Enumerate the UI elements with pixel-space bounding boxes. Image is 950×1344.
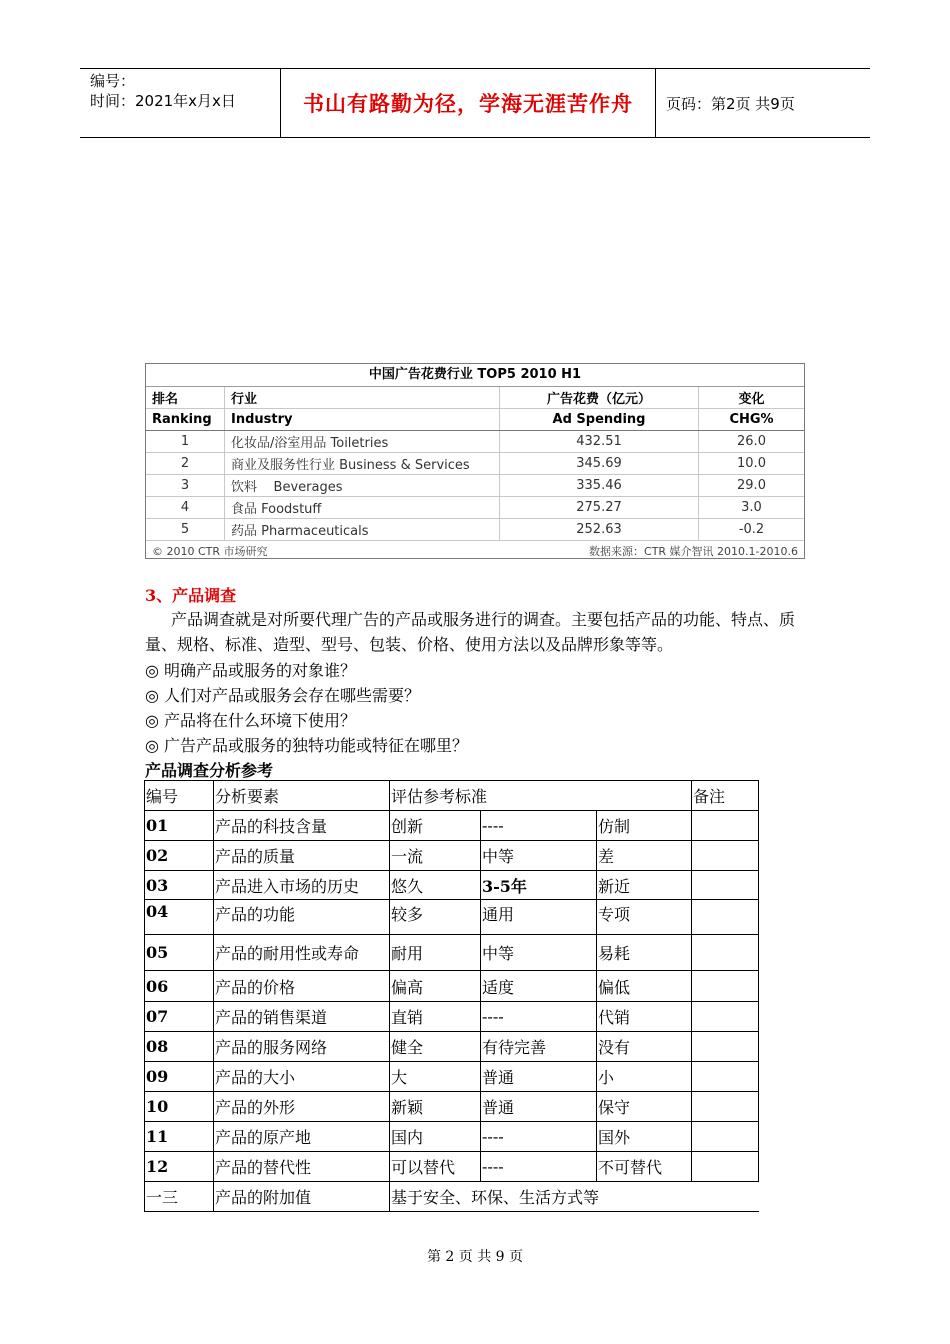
ad-row bbox=[146, 431, 804, 453]
row-low: 小 bbox=[597, 1062, 692, 1092]
row-note bbox=[692, 1062, 759, 1092]
ad-row bbox=[146, 519, 804, 541]
row-factor: 产品的耐用性或寿命 bbox=[214, 935, 390, 971]
row-factor: 产品的替代性 bbox=[214, 1152, 390, 1182]
row-number: 01 bbox=[145, 811, 214, 841]
row-factor: 产品的科技含量 bbox=[214, 811, 390, 841]
row-factor: 产品进入市场的历史 bbox=[214, 871, 390, 900]
row-high: 新颖 bbox=[390, 1092, 481, 1122]
analysis-table bbox=[144, 780, 759, 1212]
row-high: 偏高 bbox=[390, 971, 481, 1002]
ad-cell: 商业及服务性行业 Business & Services bbox=[225, 453, 500, 475]
ad-cell: 26.0 bbox=[699, 431, 805, 453]
row-mid: 适度 bbox=[481, 971, 597, 1002]
row-high: 大 bbox=[390, 1062, 481, 1092]
table-row bbox=[145, 971, 759, 1002]
table-row bbox=[145, 811, 759, 841]
row-number: 08 bbox=[145, 1032, 214, 1062]
table-row bbox=[145, 1182, 759, 1212]
ad-cell: 3.0 bbox=[699, 497, 805, 519]
ad-table-title: 中国广告花费行业 TOP5 2010 H1 bbox=[146, 364, 804, 387]
row-factor: 产品的质量 bbox=[214, 841, 390, 871]
table-row bbox=[145, 1032, 759, 1062]
ad-head-en: CHG% bbox=[699, 409, 805, 431]
row-number: 04 bbox=[145, 900, 214, 935]
row-high: 一流 bbox=[390, 841, 481, 871]
row-note bbox=[692, 1152, 759, 1182]
ad-head-cn: 排名 bbox=[146, 387, 225, 409]
row-factor: 产品的服务网络 bbox=[214, 1032, 390, 1062]
row-note bbox=[692, 1032, 759, 1062]
row-number: 02 bbox=[145, 841, 214, 871]
ad-cell: 4 bbox=[146, 497, 225, 519]
row-mid: ---- bbox=[481, 811, 597, 841]
row-number: 10 bbox=[145, 1092, 214, 1122]
question-item: ◎ 广告产品或服务的独特功能或特征在哪里？ bbox=[145, 736, 469, 755]
ad-head-cn: 行业 bbox=[225, 387, 500, 409]
row-mid: 中等 bbox=[481, 935, 597, 971]
row-mid: ---- bbox=[481, 1002, 597, 1032]
row-factor: 产品的销售渠道 bbox=[214, 1002, 390, 1032]
row-mid: 3-5年 bbox=[481, 871, 597, 900]
row-high: 直销 bbox=[390, 1002, 481, 1032]
header-page-label: 页码：第2页 共9页 bbox=[666, 94, 795, 113]
section-paragraph bbox=[145, 607, 805, 657]
row-note bbox=[692, 811, 759, 841]
row-high: 健全 bbox=[390, 1032, 481, 1062]
ad-cell: 3 bbox=[146, 475, 225, 497]
row-high: 可以替代 bbox=[390, 1152, 481, 1182]
row-number: 12 bbox=[145, 1152, 214, 1182]
row-number: 11 bbox=[145, 1122, 214, 1152]
table-caption: 产品调查分析参考 bbox=[145, 761, 274, 780]
row-number: 09 bbox=[145, 1062, 214, 1092]
question-item: ◎ 产品将在什么环境下使用？ bbox=[145, 711, 357, 730]
ad-head-en: Industry bbox=[225, 409, 500, 431]
question-item: ◎ 明确产品或服务的对象谁？ bbox=[145, 661, 357, 680]
time-label: 时间：2021年x月x日 bbox=[90, 92, 236, 110]
ad-head-en: Ad Spending bbox=[500, 409, 699, 431]
row-mid: 通用 bbox=[481, 900, 597, 935]
row-mid: 普通 bbox=[481, 1092, 597, 1122]
row-low: 国外 bbox=[597, 1122, 692, 1152]
row-note bbox=[692, 900, 759, 935]
ad-source: 数据来源：CTR 媒介智讯 2010.1-2010.6 bbox=[589, 545, 798, 558]
row-high: 国内 bbox=[390, 1122, 481, 1152]
row-low: 易耗 bbox=[597, 935, 692, 971]
row-high: 较多 bbox=[390, 900, 481, 935]
ad-head-en: Ranking bbox=[146, 409, 225, 431]
table-row bbox=[145, 1122, 759, 1152]
row-factor: 产品的附加值 bbox=[214, 1182, 390, 1212]
row-low: 代销 bbox=[597, 1002, 692, 1032]
row-mid: 中等 bbox=[481, 841, 597, 871]
row-low: 仿制 bbox=[597, 811, 692, 841]
header-cell: 备注 bbox=[692, 781, 759, 811]
table-row bbox=[145, 1002, 759, 1032]
header-meta bbox=[80, 69, 281, 137]
paragraph-text: 产品调查就是对所要代理广告的产品或服务进行的调查。主要包括产品的功能、特点、质量、规格、标准、造型、型号、包装、价格、使用方法以及品牌形象等等。 bbox=[145, 610, 796, 654]
ad-cell: 432.51 bbox=[500, 431, 699, 453]
ad-cell: 药品 Pharmaceuticals bbox=[225, 519, 500, 541]
table-row bbox=[145, 841, 759, 871]
ad-cell: 5 bbox=[146, 519, 225, 541]
row-factor: 产品的价格 bbox=[214, 971, 390, 1002]
row-high: 悠久 bbox=[390, 871, 481, 900]
row-low: 偏低 bbox=[597, 971, 692, 1002]
ad-cell: 食品 Foodstuff bbox=[225, 497, 500, 519]
row-number: 一三 bbox=[145, 1182, 214, 1212]
ad-cell: 10.0 bbox=[699, 453, 805, 475]
row-low: 专项 bbox=[597, 900, 692, 935]
ad-cell: 饮料 Beverages bbox=[225, 475, 500, 497]
row-note bbox=[692, 971, 759, 1002]
table-row bbox=[145, 1092, 759, 1122]
ad-cell: 275.27 bbox=[500, 497, 699, 519]
row-note bbox=[692, 935, 759, 971]
row-low: 差 bbox=[597, 841, 692, 871]
number-label: 编号： bbox=[90, 72, 136, 90]
header-cell: 编号 bbox=[145, 781, 214, 811]
row-mid: ---- bbox=[481, 1122, 597, 1152]
row-mid: 普通 bbox=[481, 1062, 597, 1092]
ad-cell: 345.69 bbox=[500, 453, 699, 475]
row-criteria: 基于安全、环保、生活方式等 bbox=[390, 1182, 759, 1212]
header-cell: 分析要素 bbox=[214, 781, 390, 811]
header-motto: 书山有路勤为径，学海无涯苦作舟 bbox=[281, 69, 656, 137]
ad-row bbox=[146, 475, 804, 497]
ad-cell: 29.0 bbox=[699, 475, 805, 497]
ad-cell: 化妆品/浴室用品 Toiletries bbox=[225, 431, 500, 453]
ad-copyright: © 2010 CTR 市场研究 bbox=[152, 545, 268, 558]
header-cell: 评估参考标准 bbox=[390, 781, 692, 811]
row-note bbox=[692, 1002, 759, 1032]
row-factor: 产品的原产地 bbox=[214, 1122, 390, 1152]
page-footer: 第 2 页 共 9 页 bbox=[426, 1249, 524, 1265]
row-note bbox=[692, 1122, 759, 1152]
question-item: ◎ 人们对产品或服务会存在哪些需要？ bbox=[145, 686, 421, 705]
table-row bbox=[145, 1152, 759, 1182]
row-high: 创新 bbox=[390, 811, 481, 841]
ad-head-cn: 广告花费（亿元） bbox=[500, 387, 699, 409]
ad-cell: 1 bbox=[146, 431, 225, 453]
ad-cell: 335.46 bbox=[500, 475, 699, 497]
ad-head-cn: 变化 bbox=[699, 387, 805, 409]
ad-row bbox=[146, 453, 804, 475]
row-number: 07 bbox=[145, 1002, 214, 1032]
document-header bbox=[80, 68, 870, 138]
row-number: 05 bbox=[145, 935, 214, 971]
ad-cell: -0.2 bbox=[699, 519, 805, 541]
row-mid: ---- bbox=[481, 1152, 597, 1182]
row-factor: 产品的功能 bbox=[214, 900, 390, 935]
row-low: 新近 bbox=[597, 871, 692, 900]
ad-row bbox=[146, 497, 804, 519]
table-header-row bbox=[145, 781, 759, 811]
ad-cell: 252.63 bbox=[500, 519, 699, 541]
row-factor: 产品的大小 bbox=[214, 1062, 390, 1092]
row-factor: 产品的外形 bbox=[214, 1092, 390, 1122]
table-row bbox=[145, 871, 759, 900]
ad-spending-table bbox=[145, 363, 805, 559]
table-row bbox=[145, 1062, 759, 1092]
row-number: 06 bbox=[145, 971, 214, 1002]
row-note bbox=[692, 871, 759, 900]
row-high: 耐用 bbox=[390, 935, 481, 971]
ad-cell: 2 bbox=[146, 453, 225, 475]
row-low: 不可替代 bbox=[597, 1152, 692, 1182]
row-mid: 有待完善 bbox=[481, 1032, 597, 1062]
row-low: 保守 bbox=[597, 1092, 692, 1122]
row-note bbox=[692, 841, 759, 871]
table-row bbox=[145, 935, 759, 971]
row-note bbox=[692, 1092, 759, 1122]
row-low: 没有 bbox=[597, 1032, 692, 1062]
section-title: 3、产品调查 bbox=[145, 586, 237, 605]
ad-table-footer bbox=[146, 541, 804, 559]
row-number: 03 bbox=[145, 871, 214, 900]
table-row bbox=[145, 900, 759, 935]
